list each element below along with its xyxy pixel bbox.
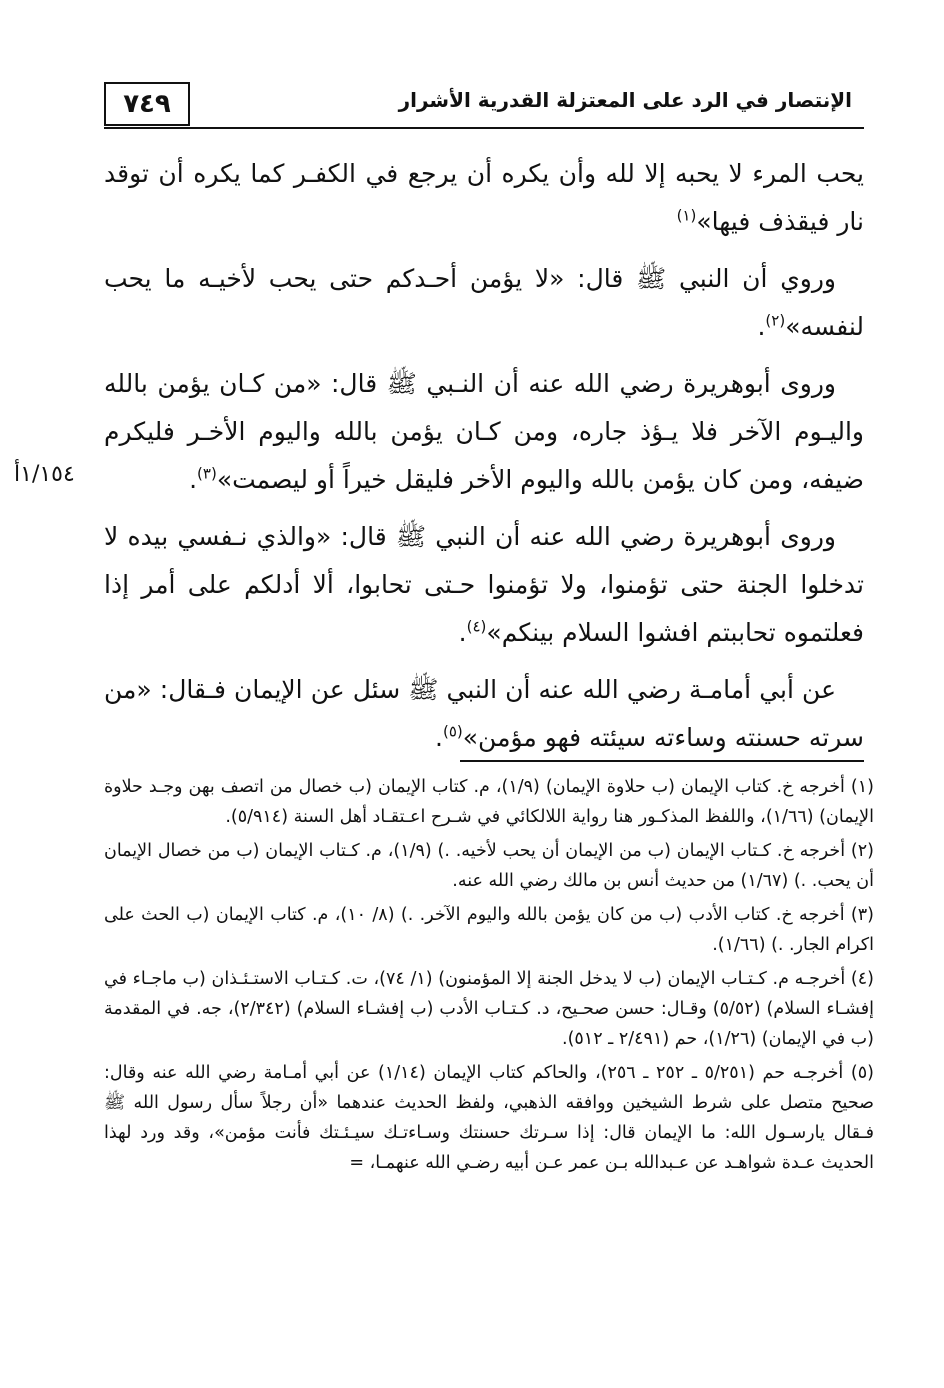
paragraph-tail: .: [435, 723, 443, 752]
footnote-ref: (٤): [466, 617, 487, 636]
footnote-3: (٣) أخرجه خ. كتاب الأدب (ب من كان يؤمن بالله واليوم الآخر. .) (٨/ ١٠)، م. كتاب الإيمان (ب الحث على اكرام الجار. .) (١/٦٦).: [104, 905, 874, 955]
paragraph-text: وروي أن النبي ﷺ قال: «لا يؤمن أحـدكم حتى يحب لأخيـه ما يحب لنفسه»: [104, 264, 864, 341]
running-title: الإنتصار في الرد على المعتزلة القدرية الأشرار: [398, 88, 852, 112]
footnote-4: (٤) أخرجـه م. كـتـاب الإيمان (ب لا يدخل الجنة إلا المؤمنون) (١/ ٧٤)، ت. كـتـاب الاستـئـذان (ب ماجـاء في إفشـاء السلام) (٥/٥٢) وقـال: حسن صحـيح، د. كـتـاب الأدب (ب إفشـاء السلام) (٢/٣٤٢)، جه. في المقدمة (ب في الإيمان) (١/٢٦)، حم (٢/٤٩١ ـ ٥١٢).: [104, 969, 875, 1049]
paragraph-5: [104, 666, 864, 762]
footnote-ref: (٢): [765, 311, 786, 330]
paragraph-text: وروى أبوهريرة رضي الله عنه أن النـبي ﷺ قال: «من كـان يؤمن بالله واليـوم الآخر فلا يـؤذ جاره، ومن كـان يؤمن بالله واليوم الأخـر فليكرم ضيفه، ومن كان يؤمن بالله واليوم الأخر فليقل خيراً أو ليصمت»: [104, 369, 864, 494]
margin-reference: ١/١٥٤أ: [14, 462, 75, 487]
paragraph-2: [104, 255, 864, 351]
paragraph-tail: .: [189, 465, 198, 494]
header-rule: [104, 127, 864, 129]
paragraph-4: [104, 513, 864, 657]
footnote-ref: (٣): [197, 464, 217, 483]
paragraph-tail: .: [458, 618, 467, 647]
main-text: [104, 150, 864, 771]
footnote-ref: (٥): [442, 722, 463, 741]
paragraph-text: عن أبي أمامـة رضي الله عنه أن النبي ﷺ سئل عن الإيمان فـقال: «من سرته حسنته وساءته سيئته فهو مؤمن»: [104, 675, 864, 752]
paragraph-tail: .: [757, 312, 766, 341]
paragraph-text: يحب المرء لا يحبه إلا لله وأن يكره أن يرجع في الكفـر كما يكره أن توقد نار فيقذف فيها»: [104, 159, 864, 236]
footnote-1: (١) أخرجه خ. كتاب الإيمان (ب حلاوة الإيمان) (١/٩)، م. كتاب الإيمان (ب خصال من اتصف بهن وجـد حلاوة الإيمان) (١/٦٦)، واللفظ المذكـور هنا رواية اللالكائي في شـرح اعـتقـاد أهل السنة (٥/٩١٤).: [104, 777, 874, 827]
footnote-ref: (١): [676, 206, 697, 225]
paragraph-3: [104, 360, 864, 504]
footnote-separator: [460, 760, 864, 762]
footnotes: [104, 772, 874, 1182]
page-number: ٧٤٩: [123, 89, 171, 119]
footnote-5: (٥) أخرجـه حم (٥/٢٥١ ـ ٢٥٢ ـ ٢٥٦)، والحاكم كتاب الإيمان (١/١٤) عن أبي أمـامة رضي الله عنه وقال: صحيح متصل على شرط الشيخين ووافقه الذهبي، ولفظ الحديث عندهما «أن رجلاً سأل رسول الله ﷺ فـقال يارسـول الله: ما الإيمان قال: إذا سـرتك حسنتك وسـاءتـك سيـئـتك فأنت مؤمن»، وقد ورد لهذا الحديث عـدة شواهـد عن عـبدالله بـن عمر عـن أبيه رضـي الله عنهمـا، =: [104, 1063, 874, 1173]
page-number-box: [104, 82, 190, 126]
paragraph-1: [104, 150, 864, 246]
paragraph-text: وروى أبوهريرة رضي الله عنه أن النبي ﷺ قال: «والذي نـفسي بيده لا تدخلوا الجنة حتى تؤمنوا، ولا تؤمنوا حـتى تحابوا، ألا أدلكم على أمر إذا فعلتموه تحاببتم افشوا السلام بينكم»: [104, 522, 864, 647]
footnote-2: (٢) أخرجه خ. كـتاب الإيمان (ب من الإيمان أن يحب لأخيه. .) (١/٩)، م. كـتاب الإيمان (ب من خصال الإيمان أن يحب. .) (١/٦٧) من حديث أنس بن مالك رضي الله عنه.: [104, 841, 874, 891]
